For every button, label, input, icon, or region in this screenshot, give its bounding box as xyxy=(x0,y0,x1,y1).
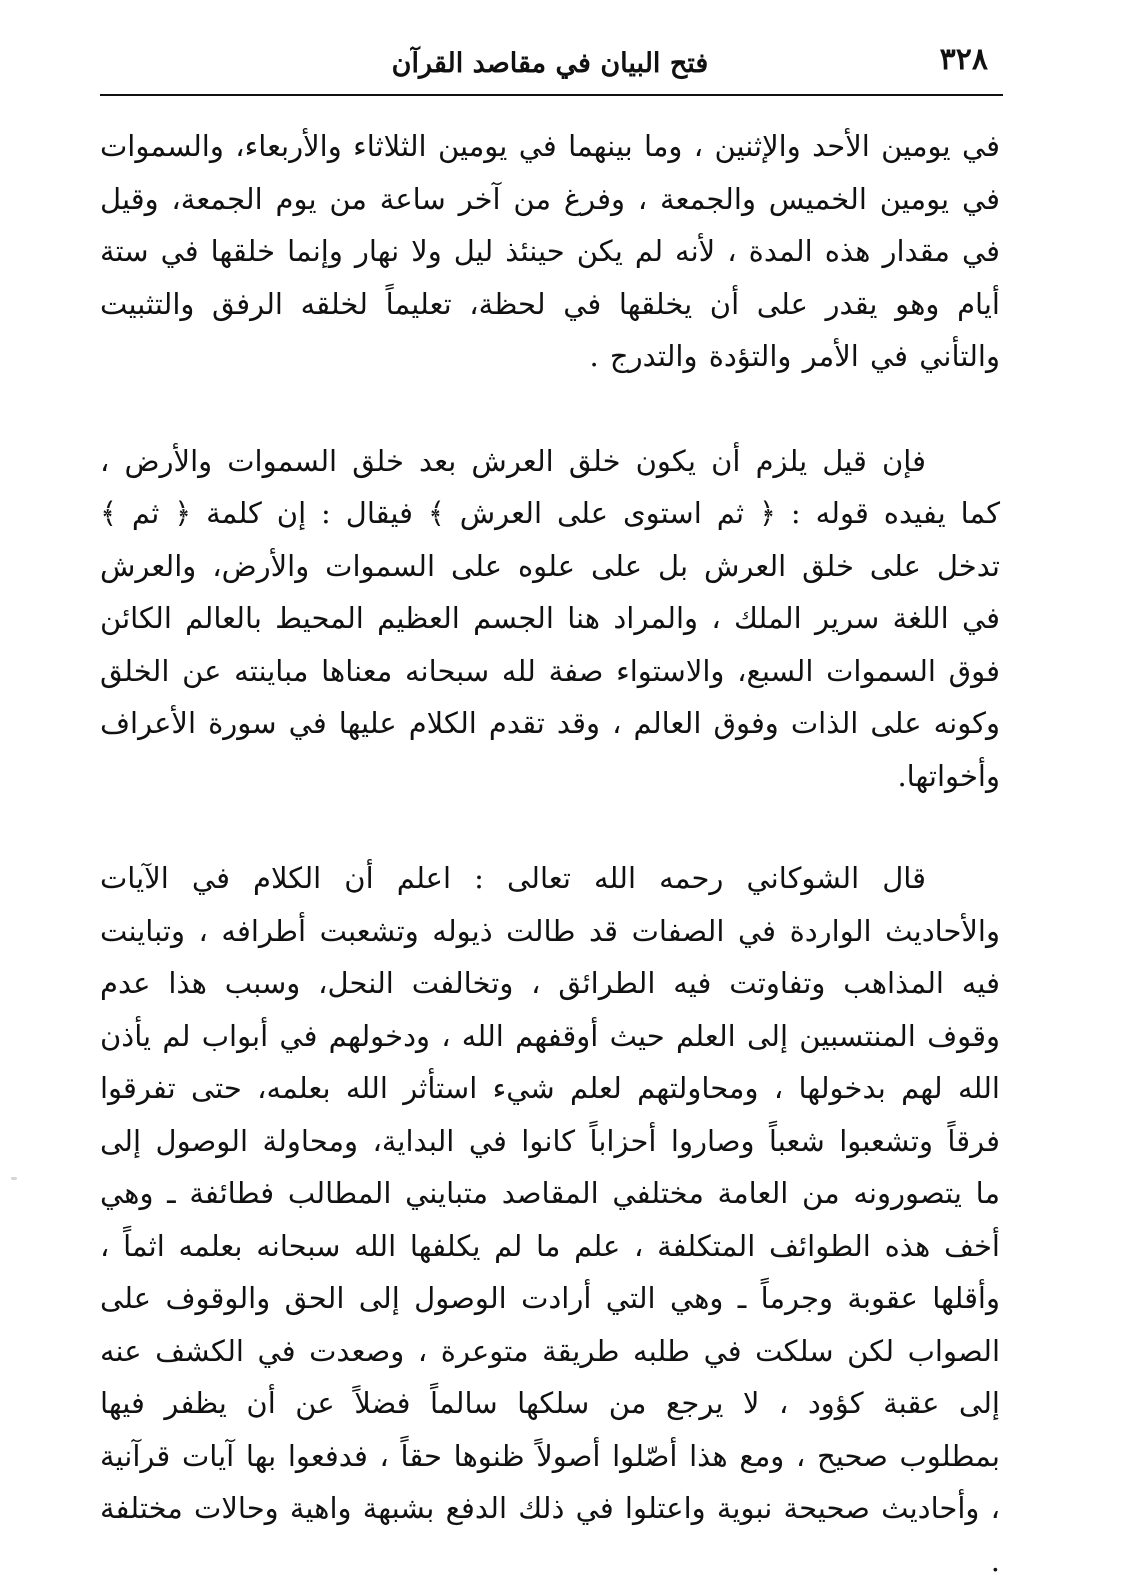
header-rule xyxy=(100,94,1003,96)
running-title: فتح البيان في مقاصد القرآن xyxy=(391,48,709,79)
margin-speck xyxy=(11,1177,17,1180)
paragraph-creation-days: في يومين الأحد والإثنين ، وما بينهما في يومين الثلاثاء والأربعاء، والسموات في يومين الخميس والجمعة ، وفرغ من آخر ساعة من يوم الجمعة، وقيل في مقدار هذه المدة ، لأنه لم يكن حينئذ ليل ولا نهار وإنما خلقها في ستة أيام وهو يقدر على أن يخلقها في لحظة، تعليماً لخلقه الرفق والتثبيت والتأني في الأمر والتؤدة والتدرج . xyxy=(100,129,1000,373)
page-number: ٣٢٨ xyxy=(939,42,988,77)
paragraph-shawkani: قال الشوكاني رحمه الله تعالى : اعلم أن الكلام في الآيات والأحاديث الواردة في الصفات قد طالت ذيوله وتشعبت أطرافه ، وتباينت فيه المذاهب وتفاوتت فيه الطرائق ، وتخالفت النحل، وسبب هذا عدم وقوف المنتسبين إلى العلم حيث أوقفهم الله ، ودخولهم في أبواب لم يأذن الله لهم بدخولها ، ومحاولتهم لعلم شيء استأثر الله بعلمه، حتى تفرقوا فرقاً وتشعبوا شعباً وصاروا أحزاباً كانوا في البداية، ومحاولة الوصول إلى ما يتصورونه من العامة مختلفي المقاصد متبايني المطالب فطائفة ـ وهي أخف هذه الطوائف المتكلفة ، علم ما لم يكلفها الله سبحانه بعلمه اثماً ، وأقلها عقوبة وجرماً ـ وهي التي أرادت الوصول إلى الحق والوقوف على الصواب لكن سلكت في طلبه طريقة متوعرة ، وصعدت في الكشف عنه إلى عقبة كؤود ، لا يرجع من سلكها سالماً فضلاً عن أن يظفر فيها بمطلوب صحيح ، ومع هذا أصّلوا أصولاً ظنوها حقاً ، فدفعوا بها آيات قرآنية ، وأحاديث صحيحة نبوية واعتلوا في ذلك الدفع بشبهة واهية وحالات مختلفة . xyxy=(100,861,1000,1578)
page-header xyxy=(100,38,1000,88)
paragraph-throne: فإن قيل يلزم أن يكون خلق العرش بعد خلق السموات والأرض ، كما يفيده قوله : ﴿ ثم استوى على العرش ﴾ فيقال : إن كلمة ﴿ ثم ﴾ تدخل على خلق العرش بل على علوه على السموات والأرض، والعرش في اللغة سرير الملك ، والمراد هنا الجسم العظيم المحيط بالعالم الكائن فوق السموات السبع، والاستواء صفة لله سبحانه معناها مباينته عن الخلق وكونه على الذات وفوق العالم ، وقد تقدم الكلام عليها في سورة الأعراف وأخواتها. xyxy=(100,443,1000,793)
body-text xyxy=(100,120,1000,1587)
